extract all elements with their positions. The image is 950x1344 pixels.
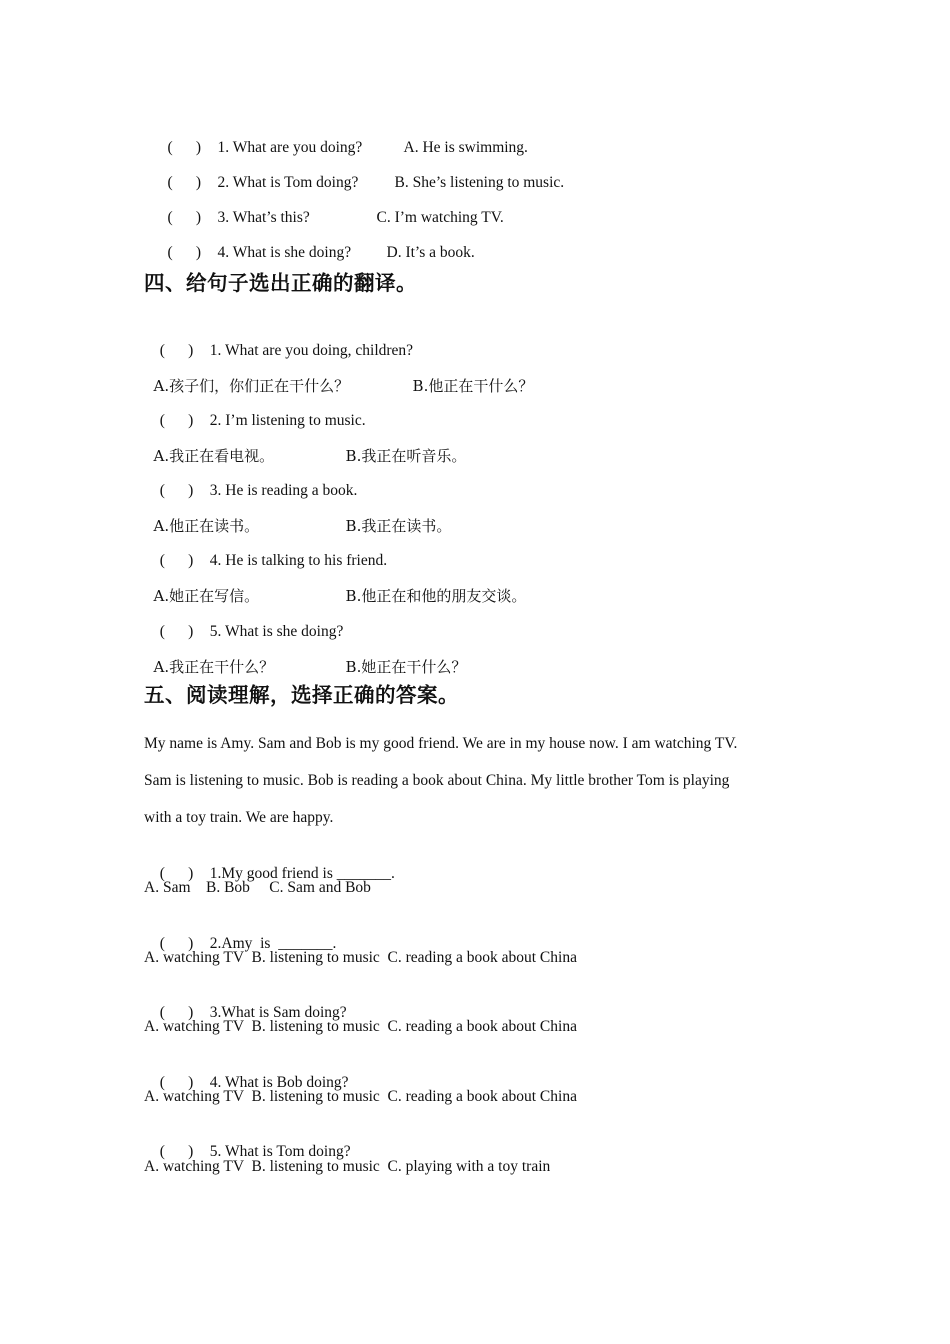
question-text: 1.My good friend is _______.: [209, 865, 395, 882]
reading-options-2: A. watching TV B. listening to music C. reading a book about China: [144, 949, 577, 966]
question-text: 4. What is she doing?: [217, 244, 352, 261]
reading-options-5: A. watching TV B. listening to music C. playing with a toy train: [144, 1158, 551, 1175]
question-text: 2. I’m listening to music.: [209, 412, 366, 429]
translation-question-2: [144, 391, 366, 431]
section-5-heading: 五、阅读理解，选择正确的答案。: [144, 683, 459, 707]
answer-option: C. I’m watching TV.: [376, 209, 504, 226]
answer-blank[interactable]: ( ): [159, 412, 194, 429]
question-text: 5. What is she doing?: [209, 623, 344, 640]
answer-blank[interactable]: ( ): [159, 552, 194, 569]
option-a: A.他正在读书。: [153, 517, 260, 535]
translation-options-5: [144, 637, 466, 677]
option-b: B.她正在干什么？: [345, 658, 467, 676]
question-text: 4. What is Bob doing?: [209, 1074, 349, 1091]
answer-blank[interactable]: ( ): [167, 209, 202, 226]
question-text: 4. He is talking to his friend.: [209, 552, 388, 569]
passage-line-2: Sam is listening to music. Bob is reading a book about China. My little brother Tom is playing: [144, 772, 730, 789]
answer-blank[interactable]: ( ): [159, 482, 194, 499]
reading-options-4: A. watching TV B. listening to music C. reading a book about China: [144, 1088, 577, 1105]
translation-question-4: [144, 531, 387, 571]
translation-options-4: [144, 566, 526, 606]
section-4-heading: 四、给句子选出正确的翻译。: [144, 271, 417, 295]
question-text: 3.What is Sam doing?: [209, 1004, 347, 1021]
answer-blank[interactable]: ( ): [167, 174, 202, 191]
question-text: 3. What’s this?: [217, 209, 310, 226]
answer-option: A. He is swimming.: [403, 139, 528, 156]
answer-blank[interactable]: ( ): [159, 1143, 194, 1160]
question-text: 2. What is Tom doing?: [217, 174, 359, 191]
answer-option: B. She’s listening to music.: [394, 174, 565, 191]
answer-option: D. It’s a book.: [386, 244, 475, 261]
option-a: A.我正在干什么？: [153, 658, 275, 676]
reading-options-1: A. Sam B. Bob C. Sam and Bob: [144, 879, 371, 896]
answer-blank[interactable]: ( ): [159, 935, 194, 952]
option-b: B.我正在听音乐。: [345, 447, 467, 465]
translation-options-1: [144, 356, 533, 396]
translation-options-2: [144, 426, 466, 466]
answer-blank[interactable]: ( ): [167, 139, 202, 156]
question-text: 1. What are you doing, children?: [209, 342, 414, 359]
translation-question-5: [144, 602, 343, 642]
answer-blank[interactable]: ( ): [159, 1004, 194, 1021]
reading-options-3: A. watching TV B. listening to music C. reading a book about China: [144, 1018, 577, 1035]
option-a: A.我正在看电视。: [153, 447, 275, 465]
option-b: B.我正在读书。: [345, 517, 452, 535]
answer-blank[interactable]: ( ): [159, 623, 194, 640]
passage-line-1: My name is Amy. Sam and Bob is my good friend. We are in my house now. I am watching TV.: [144, 735, 738, 752]
question-text: 5. What is Tom doing?: [209, 1143, 351, 1160]
question-text: 1. What are you doing?: [217, 139, 363, 156]
option-b: B.他正在干什么？: [412, 377, 534, 395]
option-b: B.他正在和他的朋友交谈。: [345, 587, 527, 605]
translation-question-3: [144, 461, 357, 501]
passage-line-3: with a toy train. We are happy.: [144, 809, 334, 826]
translation-options-3: [144, 496, 451, 536]
option-a: A.孩子们，你们正在干什么？: [153, 377, 350, 395]
question-text: 3. He is reading a book.: [209, 482, 358, 499]
question-text: 2.Amy is _______.: [209, 935, 337, 952]
answer-blank[interactable]: ( ): [159, 1074, 194, 1091]
translation-question-1: [144, 321, 413, 361]
reading-question-5: [144, 1122, 351, 1162]
answer-blank[interactable]: ( ): [167, 244, 202, 261]
option-a: A.她正在写信。: [153, 587, 260, 605]
answer-blank[interactable]: ( ): [159, 342, 194, 359]
answer-blank[interactable]: ( ): [159, 865, 194, 882]
